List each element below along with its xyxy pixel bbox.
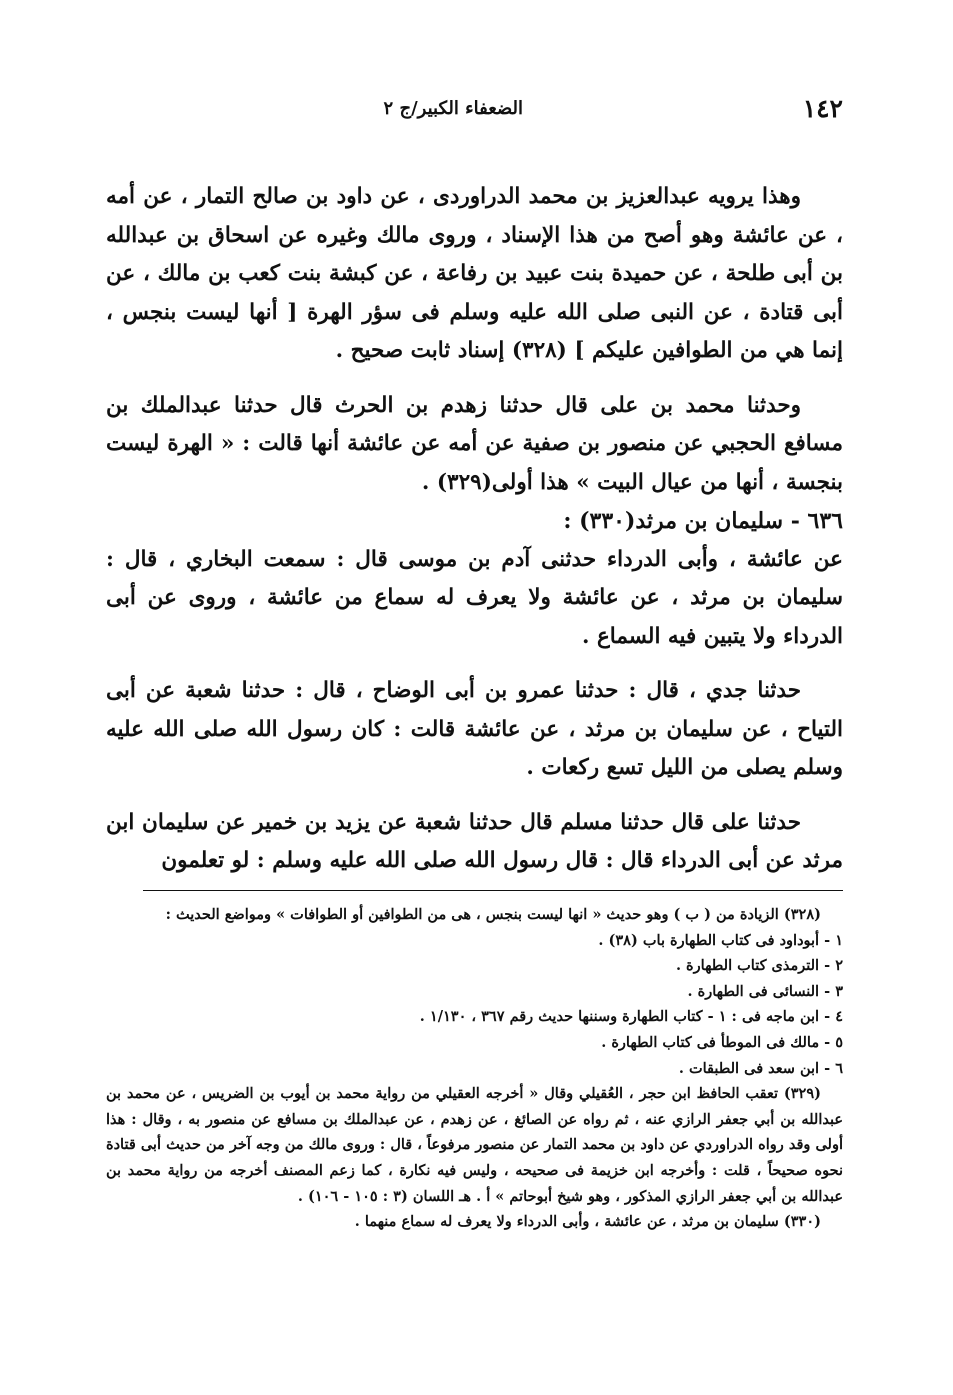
footnote-328-item: ٦ - ابن سعد فى الطبقات .: [678, 1059, 843, 1077]
paragraph-4: حدثنا جدي ، قال : حدثنا عمرو بن أبى الوضاح ، قال : حدثنا شعبة عن أبى التياح ، عن سليمان بن مرثد ، عن عائشة قالت : كان رسول الله صلى الله عليه وسلم يصلى من الليل تسع ركعات .: [106, 678, 843, 780]
paragraph-5: حدثنا على قال حدثنا مسلم قال حدثنا شعبة عن يزيد بن خمير عن سليمان ابن مرثد عن أبى الدرداء قال : قال رسول الله صلى الله عليه وسلم : لو تعلمون: [106, 809, 843, 873]
footnote-329: (٣٢٩) تعقب الحافظ ابن حجر ، العُقيلي وقال « أخرجه العقيلي من رواية محمد بن أيوب بن الضريس ، عن محمد بن عبدالله بن أبي جعفر الرازي عنه ، ثم رواه عن الصائغ ، عن زهدم ، عن عبدالملك بن مسافع عن منصور به ، وقال : هذا أولى وقد رواه الدراوردي عن داود بن محمد التمار عن منصور مرفوعاً ، قال : وروى مالك من وجه آخر من حديث أبى قتادة نحوه صحيحاً ، قلت : وأخرجه ابن خزيمة فى صحيحه ، وليس فيه نكارة ، كما زعم المصنف أخرجه من رواية محمد بن عبدالله بن أبي جعفر الرازي المذكور ، وهو شيخ أبوحاتم » أ . هـ اللسان (٣ : ١٠٥ - ١٠٦) .: [106, 1085, 843, 1205]
paragraph-3: عن عائشة ، وأبى الدرداء حدثنى آدم بن موسى قال : سمعت البخاري ، قال : سليمان بن مرثد ، عن عائشة ولا يعرف له سماع من عائشة ، وروى عن أبى الدرداء ولا يتبين فيه السماع .: [106, 546, 843, 649]
footnote-328-item: ٤ - ابن ماجه فى : ١ - كتاب الطهارة وسننها حديث رقم ٣٦٧ ، ١/١٣٠ .: [419, 1008, 843, 1026]
page-number: ١٤٢: [802, 94, 843, 123]
footnote-328-intro: (٣٢٨) الزيادة من ( ب ) وهو حديث « انها ليست بنجس ، هى من الطوافين أو الطوافات » ومواضع الحديث :: [165, 906, 821, 923]
entry-heading: ٦٣٦ - سليمان بن مرثد(٣٣٠) :: [563, 508, 843, 534]
paragraph-2: وحدثنا محمد بن على قال حدثنا زهدم بن الحرث قال حدثنا عبدالملك بن مسافع الحجبي عن منصور بن صفية عن أمه عن عائشة أنها قالت : « الهرة ليست بنجسة ، أنها من عيال البيت » هذا أولى(٣٢٩) .: [106, 392, 843, 495]
footnote-328-item: ٣ - النسائى فى الطهارة .: [687, 982, 843, 1000]
paragraph-1: وهذا يرويه عبدالعزيز بن محمد الدراوردى ، عن داود بن صالح التمار ، عن أمه ، عن عائشة وهو أصح من هذا الإسناد ، وروى مالك وغيره عن اسحاق بن عبدالله بن أبى طلحة ، عن حميدة بنت عبيد بن رفاعة ، عن كبشة بنت كعب بن مالك ، عن أبى قتادة ، عن النبى صلى الله عليه وسلم فى سؤر الهرة [ أنها ليست بنجس ، إنما هي من الطوافين عليكم ] (٣٢٨) إسناد ثابت صحيح .: [106, 184, 843, 363]
footnote-328-item: ٢ - الترمذى كتاب الطهارة .: [675, 957, 843, 975]
main-text: [106, 178, 843, 881]
footnote-328-item: ١ - أبوداود فى كتاب الطهارة باب (٣٨) .: [598, 931, 843, 949]
footnote-328-item: ٥ - مالك فى الموطأ فى كتاب الطهارة .: [601, 1033, 843, 1051]
running-title: الضعفاء الكبير/ج ٢: [383, 98, 523, 119]
footnote-divider: [143, 890, 843, 891]
page-header: [108, 92, 843, 132]
footnotes: [106, 902, 843, 1235]
footnote-330: (٣٣٠) سليمان بن مرثد ، عن عائشة ، وأبى الدرداء ولا يعرف له سماع منهما .: [354, 1213, 821, 1231]
